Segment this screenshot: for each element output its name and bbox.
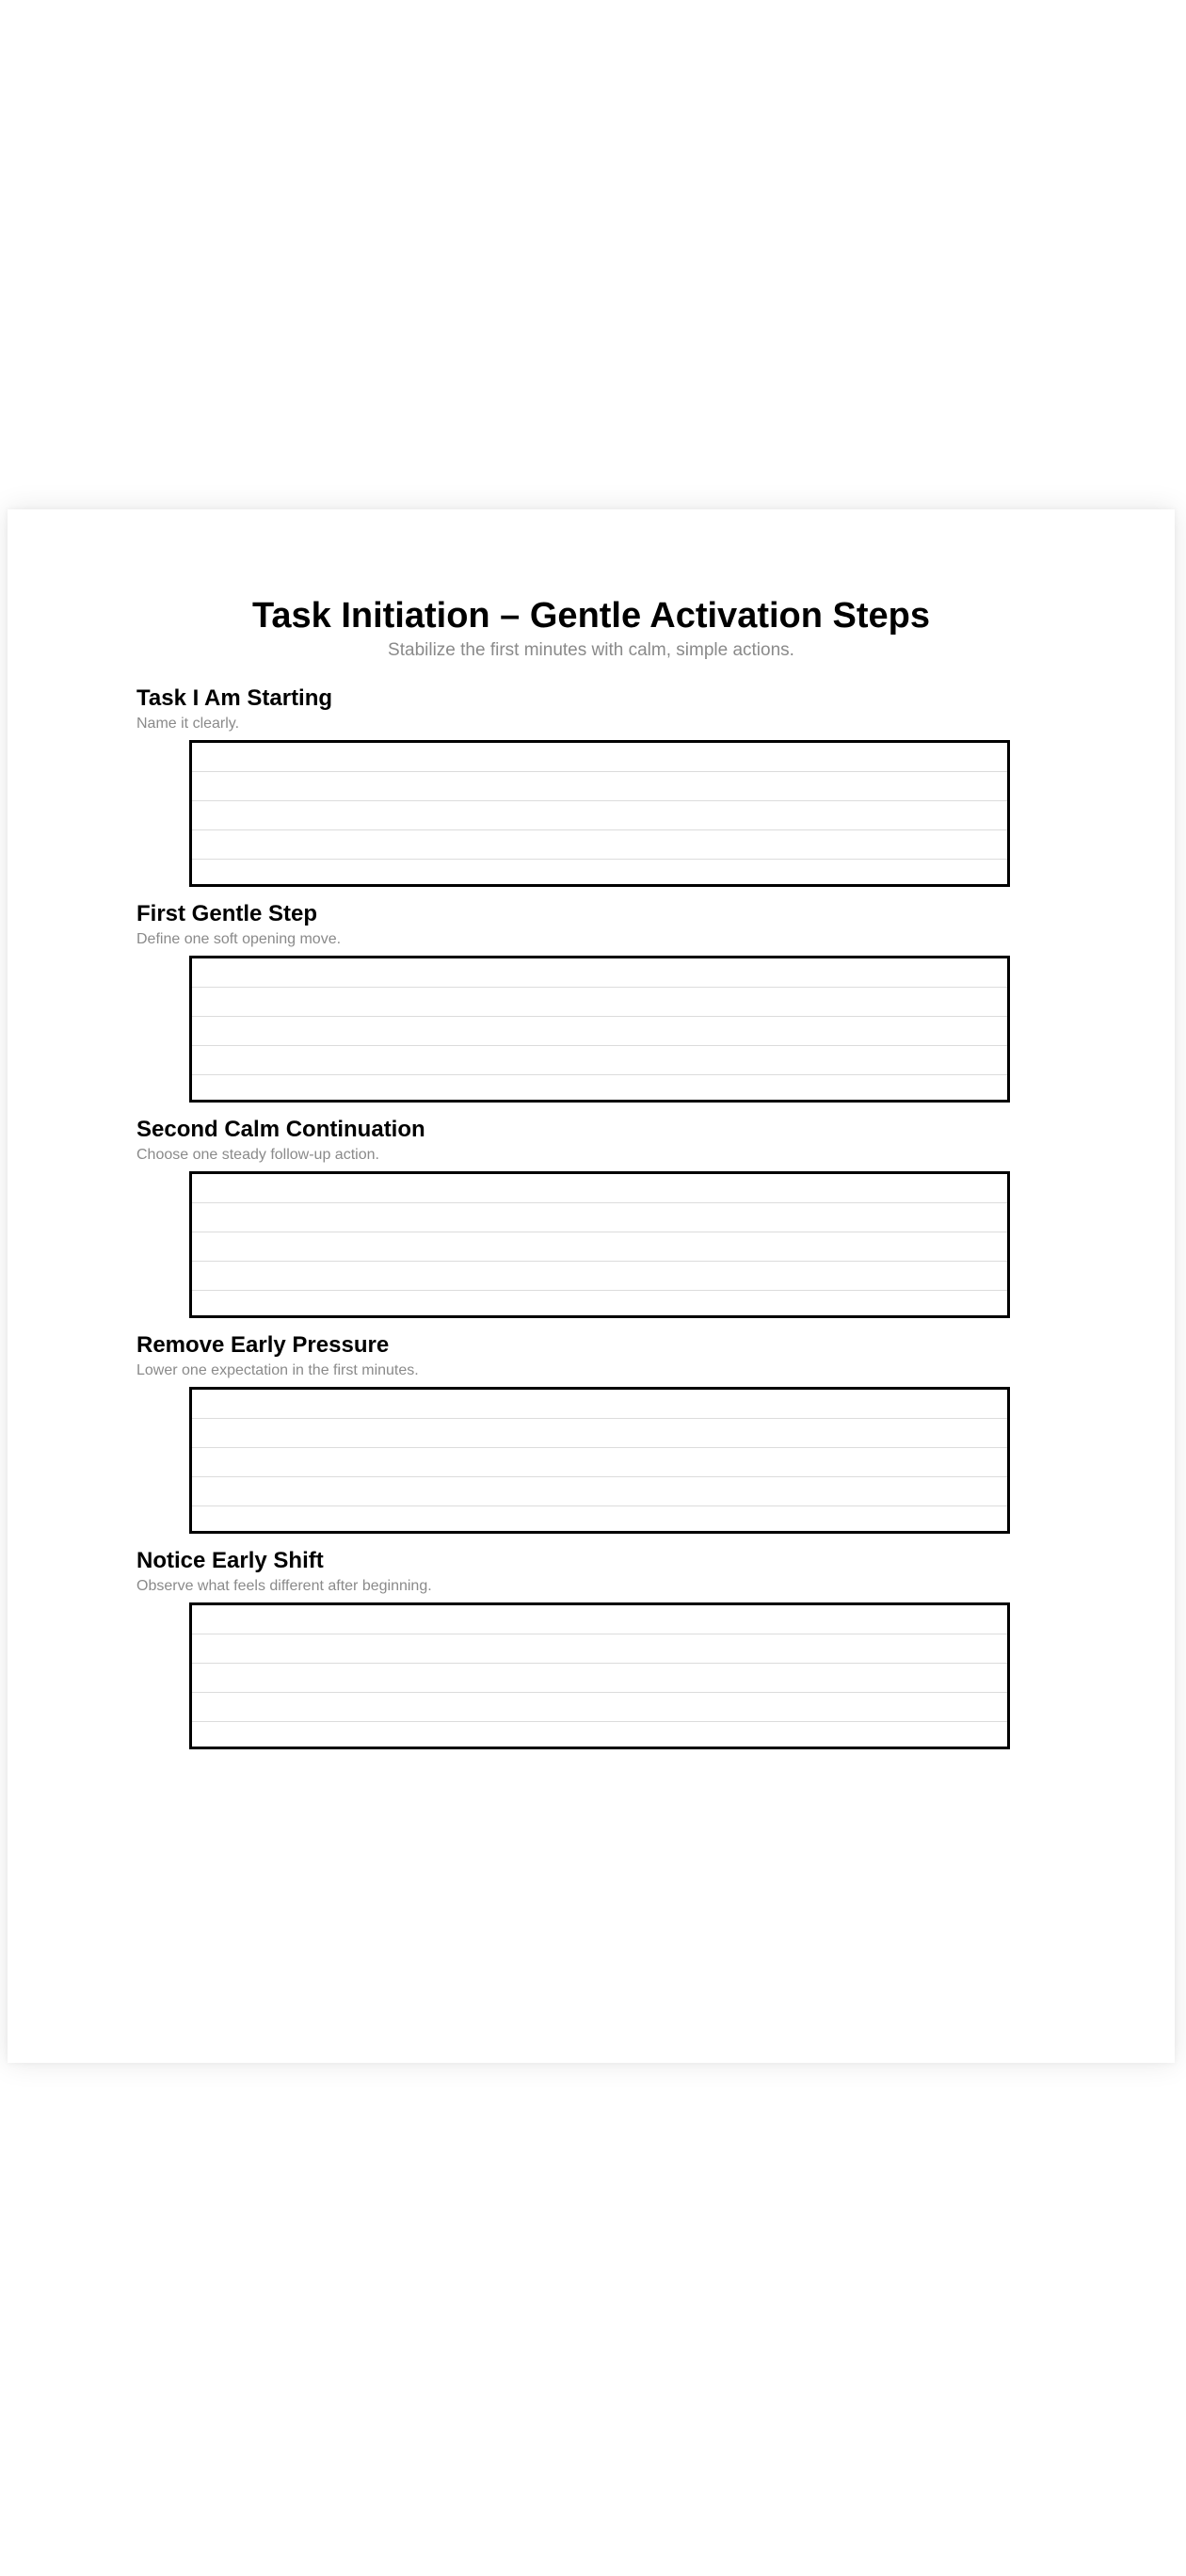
answer-line[interactable]	[192, 1693, 1007, 1722]
section-description: Lower one expectation in the first minutes.	[136, 1362, 419, 1378]
answer-line[interactable]	[192, 1506, 1007, 1536]
section-second-calm-continuation	[136, 1117, 1021, 1165]
answer-box[interactable]	[189, 740, 1010, 887]
section-description: Define one soft opening move.	[136, 931, 342, 947]
answer-line[interactable]	[192, 958, 1007, 988]
section-title: Second Calm Continuation	[136, 1117, 425, 1142]
answer-box[interactable]	[189, 956, 1010, 1103]
answer-line[interactable]	[192, 743, 1007, 772]
section-description: Choose one steady follow-up action.	[136, 1147, 379, 1163]
section-remove-early-pressure	[136, 1332, 1021, 1380]
answer-line[interactable]	[192, 1174, 1007, 1203]
answer-line[interactable]	[192, 860, 1007, 889]
worksheet-title: Task Initiation – Gentle Activation Steps	[251, 596, 931, 636]
section-title: Task I Am Starting	[136, 685, 333, 711]
answer-line[interactable]	[192, 1017, 1007, 1046]
answer-box[interactable]	[189, 1602, 1010, 1749]
answer-line[interactable]	[192, 988, 1007, 1017]
answer-line[interactable]	[192, 1232, 1007, 1262]
answer-line[interactable]	[192, 1075, 1007, 1104]
section-description: Observe what feels different after beginning.	[136, 1578, 432, 1594]
section-first-gentle-step	[136, 901, 1021, 949]
answer-line[interactable]	[192, 1722, 1007, 1751]
answer-line[interactable]	[192, 1262, 1007, 1291]
answer-line[interactable]	[192, 1203, 1007, 1232]
section-title: Remove Early Pressure	[136, 1332, 390, 1358]
answer-box[interactable]	[189, 1387, 1010, 1534]
section-task-starting	[136, 685, 1021, 733]
answer-line[interactable]	[192, 801, 1007, 830]
worksheet-subtitle: Stabilize the first minutes with calm, simple actions.	[388, 640, 794, 660]
answer-line[interactable]	[192, 1664, 1007, 1693]
section-title: Notice Early Shift	[136, 1548, 324, 1573]
answer-line[interactable]	[192, 772, 1007, 801]
section-notice-early-shift	[136, 1548, 1021, 1596]
section-title: First Gentle Step	[136, 901, 318, 926]
worksheet-page	[8, 509, 1175, 2063]
section-description: Name it clearly.	[136, 716, 240, 732]
answer-line[interactable]	[192, 1477, 1007, 1506]
answer-box[interactable]	[189, 1171, 1010, 1318]
answer-line[interactable]	[192, 1390, 1007, 1419]
answer-line[interactable]	[192, 1605, 1007, 1634]
answer-line[interactable]	[192, 1419, 1007, 1448]
answer-line[interactable]	[192, 1291, 1007, 1320]
answer-line[interactable]	[192, 1046, 1007, 1075]
answer-line[interactable]	[192, 1448, 1007, 1477]
answer-line[interactable]	[192, 830, 1007, 860]
answer-line[interactable]	[192, 1634, 1007, 1664]
